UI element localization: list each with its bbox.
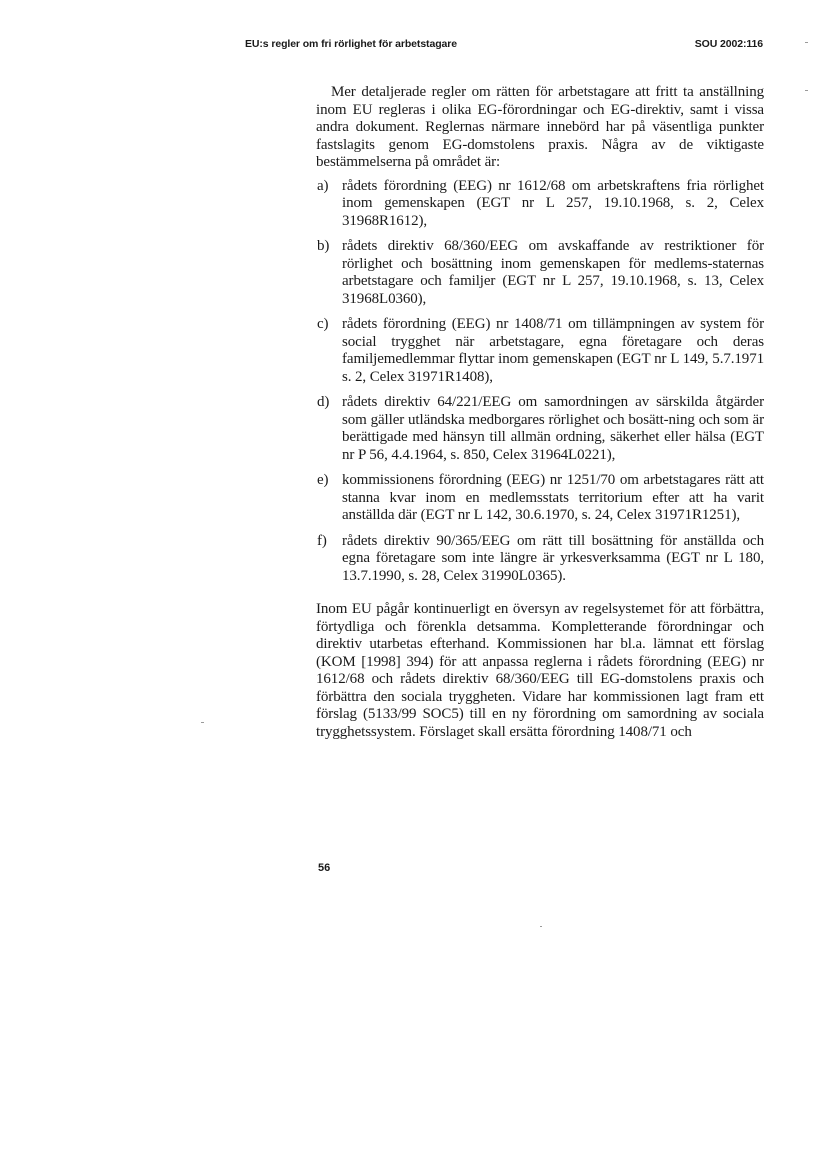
list-item	[316, 533, 764, 586]
scan-speck	[805, 42, 808, 43]
list-item-text: rådets direktiv 68/360/EEG om avskaffande av restriktioner för rörlighet och bosättning inom gemenskapen för medlems-staternas arbetstagare och familjer (EGT nr L 257, 19.10.1968, s. 13, Celex 31968L0360),	[342, 238, 764, 307]
header-report-number: SOU 2002:116	[694, 38, 763, 50]
list-item	[316, 316, 764, 386]
list-marker: b)	[317, 238, 330, 254]
scan-speck	[805, 90, 808, 91]
list-marker: d)	[317, 394, 330, 410]
list-marker: c)	[317, 316, 329, 332]
intro-paragraph: Mer detaljerade regler om rätten för arbetstagare att fritt ta anställning inom EU regleras i olika EG-förordningar och EG-direktiv, samt i vissa andra dokument. Reglernas närmare innebörd har på väsentliga punkter fastslagits genom EG-domstolens praxis. Några av de viktigaste bestämmelserna på området är:	[316, 84, 764, 170]
second-paragraph: Inom EU pågår kontinuerligt en översyn av regelsystemet för att förbättra, förtydliga och förenkla detsamma. Kompletterande förordningar och direktiv utarbetas efterhand. Kommissionen har bl.a. lämnat ett förslag (KOM [1998] 394) för att anpassa reglerna i rådets förordning (EEG) nr 1612/68 och rådets direktiv 68/360/EEG till EG-domstolens praxis och förbättra den sociala tryggheten. Vidare har kommissionen lagt fram ett förslag (5133/99 SOC5) till en ny förordning om samordning av sociala trygghetssystem. Förslaget skall ersätta förordning 1408/71 och	[316, 601, 764, 740]
header-title: EU:s regler om fri rörlighet för arbetstagare	[245, 38, 457, 50]
running-header	[245, 38, 763, 52]
page-number: 56	[318, 862, 331, 874]
list-item-text: rådets direktiv 90/365/EEG om rätt till bosättning för anställda och egna företagare som inte längre är yrkesverksamma (EGT nr L 180, 13.7.1990, s. 28, Celex 31990L0365).	[342, 532, 764, 584]
list-item-text: rådets direktiv 64/221/EEG om samordningen av särskilda åtgärder som gäller utländska medborgares rörlighet och bosätt-ning och som är berättigade med hänsyn till allmän ordning, säkerhet eller hälsa (EGT nr P 56, 4.4.1964, s. 850, Celex 31964L0221),	[342, 394, 764, 463]
scan-speck	[201, 722, 204, 723]
body-text	[316, 84, 764, 741]
scan-speck	[540, 926, 542, 927]
list-item	[316, 394, 764, 464]
list-item-text: rådets förordning (EEG) nr 1408/71 om tillämpningen av system för social trygghet när arbetstagare, egna företagare och deras familjemedlemmar flyttar inom gemenskapen (EGT nr L 149, 5.7.1971 s. 2, Celex 31971R1408),	[342, 316, 764, 385]
list-marker: e)	[317, 472, 329, 488]
list-item	[316, 178, 764, 231]
list-item-text: rådets förordning (EEG) nr 1612/68 om arbetskraftens fria rörlighet inom gemenskapen (EGT nr L 257, 19.10.1968, s. 2, Celex 31968R1612),	[342, 177, 764, 229]
list-item-text: kommissionens förordning (EEG) nr 1251/70 om arbetstagares rätt att stanna kvar inom en medlemsstats territorium efter att ha varit anställda där (EGT nr L 142, 30.6.1970, s. 24, Celex 31971R1251),	[342, 472, 764, 523]
list-item	[316, 472, 764, 525]
list-marker: a)	[317, 177, 329, 194]
list-marker: f)	[317, 532, 327, 549]
regulation-list	[316, 178, 764, 586]
list-item	[316, 238, 764, 308]
